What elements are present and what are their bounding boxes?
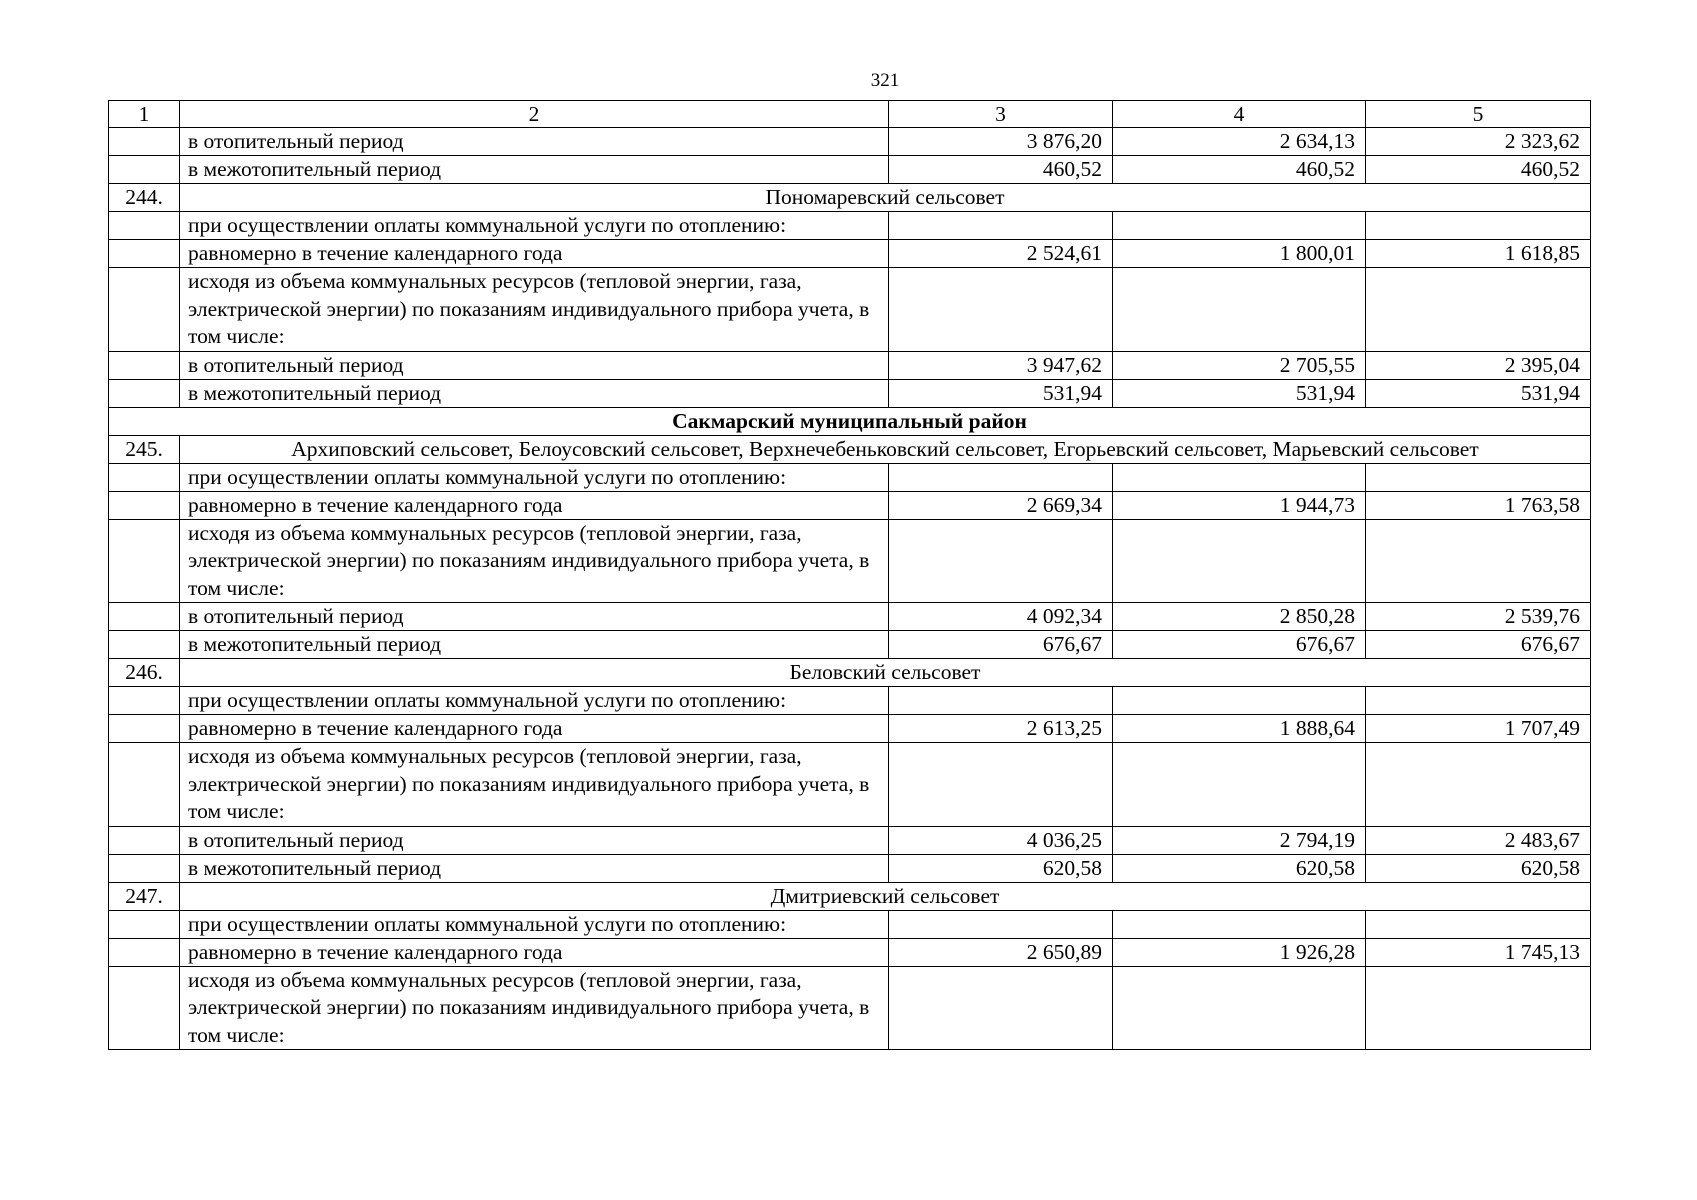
value-col-3 xyxy=(889,519,1113,603)
row-label: при осуществлении оплаты коммунальной услуги по отоплению: xyxy=(180,687,889,715)
value-col-4: 2 705,55 xyxy=(1113,351,1366,379)
value-col-5: 1 618,85 xyxy=(1366,240,1591,268)
row-label: в межотопительный период xyxy=(180,854,889,882)
table-row xyxy=(109,379,1591,407)
value-col-5: 2 483,67 xyxy=(1366,826,1591,854)
row-index xyxy=(109,212,180,240)
table-row xyxy=(109,910,1591,938)
table-row xyxy=(109,826,1591,854)
value-col-3: 4 092,34 xyxy=(889,603,1113,631)
row-index xyxy=(109,910,180,938)
group-title: Дмитриевский сельсовет xyxy=(180,882,1591,910)
row-label: исходя из объема коммунальных ресурсов (тепловой энергии, газа, электрической энергии) по показаниям индивидуального прибора учета, в том числе: xyxy=(180,519,889,603)
value-col-5: 1 707,49 xyxy=(1366,715,1591,743)
value-col-3 xyxy=(889,212,1113,240)
row-label: при осуществлении оплаты коммунальной услуги по отоплению: xyxy=(180,910,889,938)
row-index xyxy=(109,463,180,491)
group-row xyxy=(109,659,1591,687)
row-index xyxy=(109,826,180,854)
value-col-3 xyxy=(889,687,1113,715)
row-label: исходя из объема коммунальных ресурсов (тепловой энергии, газа, электрической энергии) по показаниям индивидуального прибора учета, в том числе: xyxy=(180,743,889,827)
value-col-5 xyxy=(1366,966,1591,1050)
row-label: при осуществлении оплаты коммунальной услуги по отоплению: xyxy=(180,463,889,491)
row-index xyxy=(109,631,180,659)
value-col-3: 2 650,89 xyxy=(889,938,1113,966)
value-col-5 xyxy=(1366,743,1591,827)
value-col-5 xyxy=(1366,463,1591,491)
table-row xyxy=(109,687,1591,715)
row-label: в межотопительный период xyxy=(180,631,889,659)
row-index: 247. xyxy=(109,882,180,910)
tariff-table xyxy=(108,100,1591,1050)
row-label: равномерно в течение календарного года xyxy=(180,491,889,519)
table-row-multiline xyxy=(109,268,1591,352)
table-row-multiline xyxy=(109,519,1591,603)
value-col-3: 3 947,62 xyxy=(889,351,1113,379)
header-cell-4: 4 xyxy=(1113,101,1366,128)
value-col-4: 2 794,19 xyxy=(1113,826,1366,854)
table-row xyxy=(109,212,1591,240)
value-col-3 xyxy=(889,268,1113,352)
row-label: в отопительный период xyxy=(180,128,889,156)
row-index xyxy=(109,379,180,407)
value-col-5 xyxy=(1366,687,1591,715)
row-label: исходя из объема коммунальных ресурсов (тепловой энергии, газа, электрической энергии) по показаниям индивидуального прибора учета, в том числе: xyxy=(180,966,889,1050)
row-label: в отопительный период xyxy=(180,351,889,379)
row-label: в отопительный период xyxy=(180,826,889,854)
value-col-4: 1 888,64 xyxy=(1113,715,1366,743)
group-row xyxy=(109,435,1591,463)
value-col-4 xyxy=(1113,966,1366,1050)
table-row xyxy=(109,463,1591,491)
header-cell-2: 2 xyxy=(180,101,889,128)
value-col-5: 676,67 xyxy=(1366,631,1591,659)
table-row-multiline xyxy=(109,966,1591,1050)
value-col-3: 531,94 xyxy=(889,379,1113,407)
value-col-3: 2 669,34 xyxy=(889,491,1113,519)
value-col-4: 620,58 xyxy=(1113,854,1366,882)
value-col-4: 2 850,28 xyxy=(1113,603,1366,631)
table-row xyxy=(109,938,1591,966)
table-header-row xyxy=(109,101,1591,128)
value-col-3: 4 036,25 xyxy=(889,826,1113,854)
row-index xyxy=(109,491,180,519)
value-col-3 xyxy=(889,743,1113,827)
row-index: 246. xyxy=(109,659,180,687)
header-cell-3: 3 xyxy=(889,101,1113,128)
value-col-3: 3 876,20 xyxy=(889,128,1113,156)
value-col-4 xyxy=(1113,463,1366,491)
value-col-5: 620,58 xyxy=(1366,854,1591,882)
table-row xyxy=(109,128,1591,156)
row-index xyxy=(109,966,180,1050)
row-index xyxy=(109,351,180,379)
value-col-4: 1 944,73 xyxy=(1113,491,1366,519)
row-index xyxy=(109,854,180,882)
value-col-3: 676,67 xyxy=(889,631,1113,659)
row-index: 245. xyxy=(109,435,180,463)
value-col-4 xyxy=(1113,519,1366,603)
value-col-4 xyxy=(1113,687,1366,715)
value-col-5: 2 395,04 xyxy=(1366,351,1591,379)
row-index xyxy=(109,715,180,743)
group-row xyxy=(109,184,1591,212)
row-label: в межотопительный период xyxy=(180,379,889,407)
group-row xyxy=(109,882,1591,910)
value-col-4: 1 800,01 xyxy=(1113,240,1366,268)
row-index xyxy=(109,268,180,352)
value-col-5: 531,94 xyxy=(1366,379,1591,407)
value-col-4 xyxy=(1113,212,1366,240)
row-index xyxy=(109,240,180,268)
value-col-4: 676,67 xyxy=(1113,631,1366,659)
value-col-4: 531,94 xyxy=(1113,379,1366,407)
value-col-5: 2 539,76 xyxy=(1366,603,1591,631)
value-col-3: 2 613,25 xyxy=(889,715,1113,743)
row-label: равномерно в течение календарного года xyxy=(180,715,889,743)
value-col-5 xyxy=(1366,212,1591,240)
row-index xyxy=(109,156,180,184)
value-col-5 xyxy=(1366,519,1591,603)
row-index: 244. xyxy=(109,184,180,212)
value-col-5: 1 763,58 xyxy=(1366,491,1591,519)
row-label: в межотопительный период xyxy=(180,156,889,184)
value-col-4: 1 926,28 xyxy=(1113,938,1366,966)
value-col-4 xyxy=(1113,743,1366,827)
table-row-multiline xyxy=(109,743,1591,827)
value-col-3 xyxy=(889,463,1113,491)
row-index xyxy=(109,519,180,603)
table-row xyxy=(109,603,1591,631)
group-title: Архиповский сельсовет, Белоусовский сельсовет, Верхнечебеньковский сельсовет, Егорьевский сельсовет, Марьевский сельсовет xyxy=(180,435,1591,463)
page-number: 321 xyxy=(870,70,900,91)
value-col-4 xyxy=(1113,268,1366,352)
value-col-3: 460,52 xyxy=(889,156,1113,184)
value-col-5 xyxy=(1366,910,1591,938)
row-index xyxy=(109,603,180,631)
group-title: Беловский сельсовет xyxy=(180,659,1591,687)
row-index xyxy=(109,743,180,827)
row-label: исходя из объема коммунальных ресурсов (тепловой энергии, газа, электрической энергии) по показаниям индивидуального прибора учета, в том числе: xyxy=(180,268,889,352)
row-label: при осуществлении оплаты коммунальной услуги по отоплению: xyxy=(180,212,889,240)
row-index xyxy=(109,938,180,966)
value-col-4 xyxy=(1113,910,1366,938)
row-label: в отопительный период xyxy=(180,603,889,631)
value-col-3 xyxy=(889,966,1113,1050)
value-col-3: 2 524,61 xyxy=(889,240,1113,268)
table-row xyxy=(109,240,1591,268)
table-row xyxy=(109,156,1591,184)
row-label: равномерно в течение календарного года xyxy=(180,938,889,966)
district-row xyxy=(109,407,1591,435)
row-label: равномерно в течение календарного года xyxy=(180,240,889,268)
group-title: Пономаревский сельсовет xyxy=(180,184,1591,212)
header-cell-1: 1 xyxy=(109,101,180,128)
value-col-5: 2 323,62 xyxy=(1366,128,1591,156)
value-col-3 xyxy=(889,910,1113,938)
table-row xyxy=(109,351,1591,379)
header-cell-5: 5 xyxy=(1366,101,1591,128)
table-row xyxy=(109,715,1591,743)
table-row xyxy=(109,491,1591,519)
value-col-5: 460,52 xyxy=(1366,156,1591,184)
value-col-4: 2 634,13 xyxy=(1113,128,1366,156)
district-title: Сакмарский муниципальный район xyxy=(109,407,1591,435)
value-col-3: 620,58 xyxy=(889,854,1113,882)
row-index xyxy=(109,128,180,156)
row-index xyxy=(109,687,180,715)
value-col-4: 460,52 xyxy=(1113,156,1366,184)
value-col-5 xyxy=(1366,268,1591,352)
table-body xyxy=(109,101,1591,1050)
table-row xyxy=(109,854,1591,882)
value-col-5: 1 745,13 xyxy=(1366,938,1591,966)
table-row xyxy=(109,631,1591,659)
